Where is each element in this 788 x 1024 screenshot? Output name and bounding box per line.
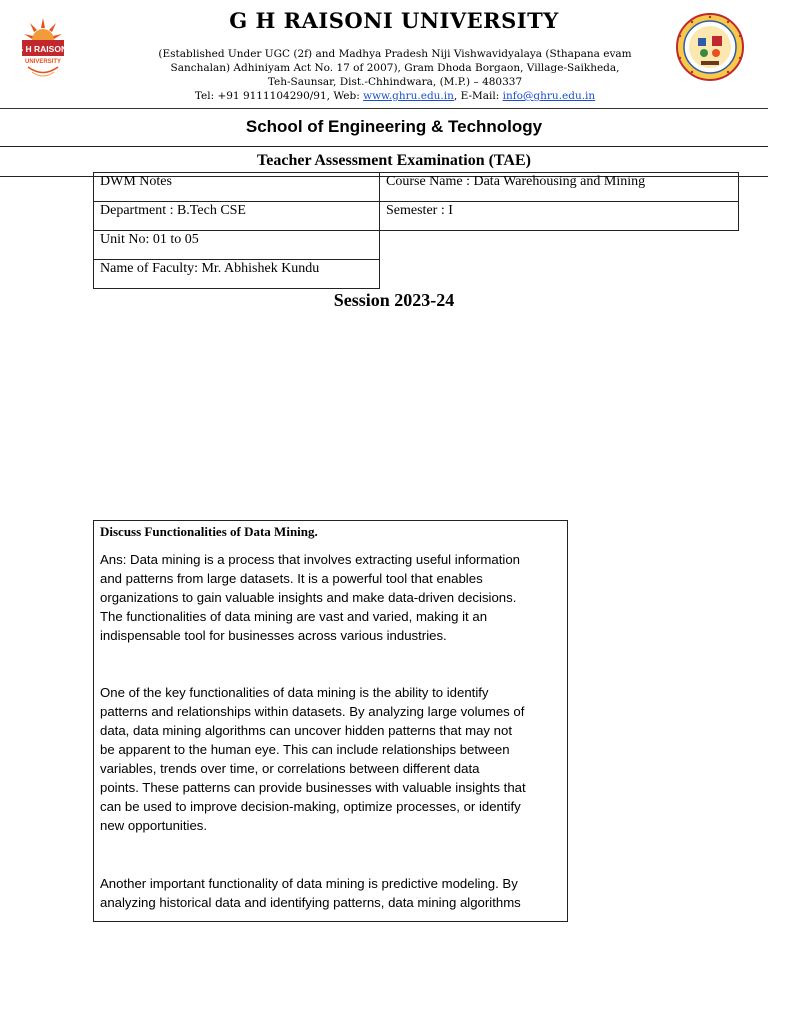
school-name: School of Engineering & Technology [245, 117, 543, 136]
email-link[interactable]: info@ghru.edu.in [502, 90, 596, 102]
university-name: G H RAISONI UNIVERSITY [229, 8, 559, 33]
paragraph-line: points. These patterns can provide businesses with valuable insights that [100, 780, 526, 795]
course-name-cell: Course Name : Data Warehousing and Mining [379, 172, 739, 202]
contact-line: Tel: +91 9111104290/91, Web: www.ghru.edu.in, E-Mail: info@ghru.edu.in [194, 90, 596, 102]
paragraph-line: patterns and relationships within datasets. By analyzing large volumes of [100, 704, 525, 719]
answer-box [93, 520, 568, 922]
paragraph-line: data, data mining algorithms can uncover hidden patterns that may not [100, 723, 512, 738]
answer-paragraph-1 [100, 550, 566, 645]
paragraph-line: indispensable tool for businesses across various industries. [100, 628, 447, 643]
paragraph-line: variables, trends over time, or correlations between different data [100, 761, 480, 776]
session-title: Session 2023-24 [333, 290, 455, 310]
website-link[interactable]: www.ghru.edu.in [363, 90, 454, 102]
semester-cell: Semester : I [379, 201, 739, 231]
address-line-1: (Established Under UGC (2f) and Madhya Pradesh Niji Vishwavidyalaya (Sthapana evam [158, 48, 632, 60]
school-divider [0, 146, 768, 147]
paragraph-line: new opportunities. [100, 818, 208, 833]
university-seal-right [668, 12, 752, 82]
svg-text:G H RAISONI: G H RAISONI [16, 44, 70, 54]
unit-cell: Unit No: 01 to 05 [93, 230, 380, 260]
paragraph-line: The functionalities of data mining are vast and varied, making it an [100, 609, 488, 624]
faculty-cell: Name of Faculty: Mr. Abhishek Kundu [93, 259, 380, 289]
notes-cell: DWM Notes [93, 172, 380, 202]
address-line-2: Sanchalan) Adhiniyam Act No. 17 of 2007), Gram Dhoda Borgaon, Village-Saikheda, [170, 62, 620, 74]
paragraph-line: Ans: Data mining is a process that involves extracting useful information [100, 552, 521, 567]
paragraph-line: organizations to gain valuable insights and make data-driven decisions. [100, 590, 517, 605]
question-heading: Discuss Functionalities of Data Mining. [100, 524, 318, 539]
paragraph-line: be apparent to the human eye. This can include relationships between [100, 742, 510, 757]
paragraph-line: Another important functionality of data mining is predictive modeling. By [100, 876, 518, 891]
paragraph-line: can be used to improve decision-making, optimize processes, or identify [100, 799, 521, 814]
svg-text:UNIVERSITY: UNIVERSITY [24, 59, 62, 65]
university-address [130, 47, 660, 103]
address-line-3: Teh-Saunsar, Dist.-Chhindwara, (M.P.) – 480337 [267, 76, 523, 88]
paragraph-line: analyzing historical data and identifying patterns, data mining algorithms [100, 895, 521, 910]
department-cell: Department : B.Tech CSE [93, 201, 380, 231]
header-divider [0, 108, 768, 109]
answer-paragraph-2 [100, 683, 566, 835]
exam-title: Teacher Assessment Examination (TAE) [257, 152, 531, 169]
paragraph-line: and patterns from large datasets. It is a powerful tool that enables [100, 571, 483, 586]
answer-paragraph-3 [100, 874, 566, 912]
paragraph-line: One of the key functionalities of data mining is the ability to identify [100, 685, 489, 700]
